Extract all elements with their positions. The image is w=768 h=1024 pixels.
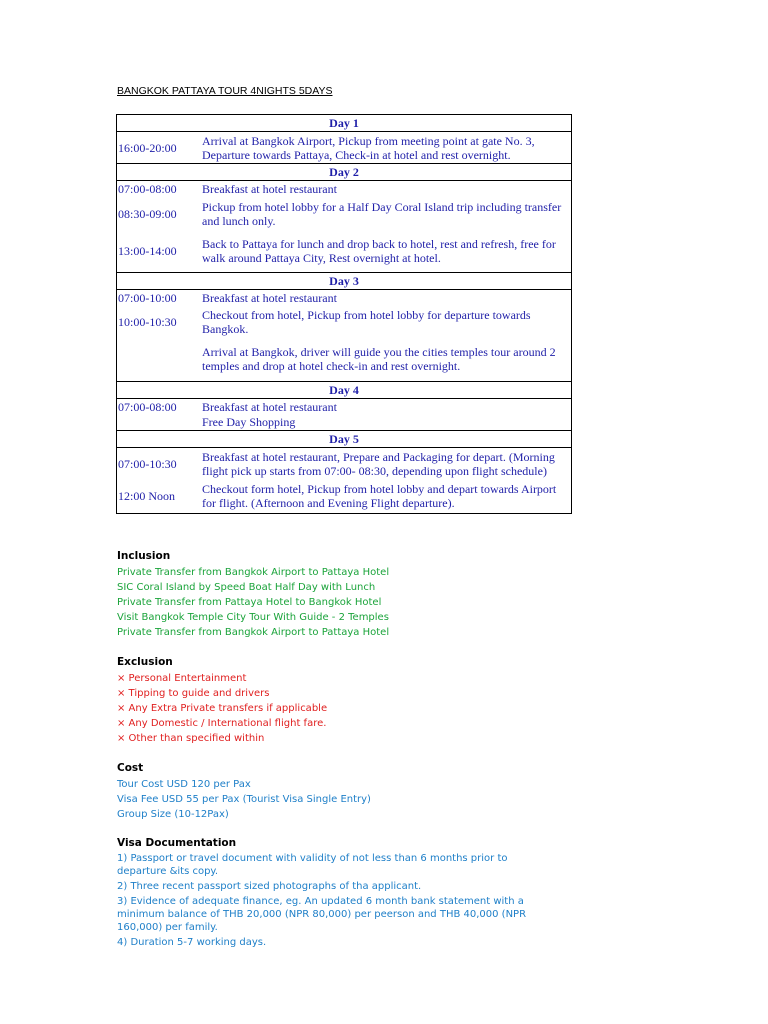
row-desc: Breakfast at hotel restaurant, Prepare and Packaging for depart. (Morning flight pick up starts from 07:00- 08:30, depending upon flight schedule) [202, 449, 555, 478]
row-desc: Back to Pattaya for lunch and drop back to hotel, rest and refresh, free for walk around Pattaya City, Rest overnight at hotel. [202, 237, 556, 266]
itinerary-row [117, 290, 572, 306]
exclusion-item: × Other than specified within [117, 733, 265, 744]
row-time: 07:00-08:00 [118, 399, 177, 414]
inclusion-item: Visit Bangkok Temple City Tour With Guide - 2 Temples [117, 612, 389, 623]
cost-heading: Cost [117, 762, 144, 774]
visa-item: 2) Three recent passport sized photographs of tha applicant. [117, 881, 422, 892]
day-header: Day 3 [117, 273, 572, 290]
visa-heading: Visa Documentation [117, 837, 237, 849]
row-time: 12:00 Noon [118, 489, 175, 504]
row-time: 10:00-10:30 [118, 314, 177, 329]
row-desc: Breakfast at hotel restaurant [202, 399, 337, 414]
row-desc: Breakfast at hotel restaurant [202, 290, 337, 305]
inclusion-item: SIC Coral Island by Speed Boat Half Day with Lunch [117, 582, 376, 593]
day-header: Day 5 [117, 431, 572, 448]
exclusion-item: × Any Extra Private transfers if applicable [117, 703, 328, 714]
visa-item: 1) Passport or travel document with validity of not less than 6 months prior to departure &its copy. [117, 853, 508, 877]
exclusion-item: × Tipping to guide and drivers [117, 688, 270, 699]
itinerary-row [117, 197, 572, 231]
itinerary-row [117, 132, 572, 164]
row-desc: Breakfast at hotel restaurant [202, 181, 337, 196]
itinerary-row [117, 399, 572, 415]
itinerary-row [117, 231, 572, 273]
visa-list [117, 852, 547, 951]
inclusion-item: Private Transfer from Bangkok Airport to Pattaya Hotel [117, 627, 390, 638]
row-time [117, 338, 202, 382]
row-time: 16:00-20:00 [118, 140, 177, 155]
row-desc: Free Day Shopping [202, 415, 296, 430]
row-time [117, 415, 202, 431]
row-desc: Checkout form hotel, Pickup from hotel lobby and depart towards Airport for flight. (Afternoon and Evening Flight departure). [202, 482, 557, 511]
row-time: 13:00-14:00 [118, 244, 177, 259]
inclusion-list [117, 565, 389, 640]
inclusion-heading: Inclusion [117, 550, 171, 562]
day-header: Day 2 [117, 164, 572, 181]
itinerary-table [116, 114, 572, 514]
row-desc: Arrival at Bangkok, driver will guide you the cities temples tour around 2 temples and drop at hotel check-in and rest overnight. [202, 345, 556, 374]
exclusion-heading: Exclusion [117, 656, 173, 668]
exclusion-list [117, 671, 327, 746]
cost-item: Tour Cost USD 120 per Pax [117, 779, 251, 790]
visa-item: 4) Duration 5-7 working days. [117, 937, 267, 948]
visa-item: 3) Evidence of adequate finance, eg. An updated 6 month bank statement with a minimum balance of THB 20,000 (NPR 80,000) per peerson and THB 40,000 (NPR 160,000) per family. [117, 896, 527, 933]
itinerary-row [117, 480, 572, 514]
row-desc: Checkout from hotel, Pickup from hotel lobby for departure towards Bangkok. [202, 307, 531, 336]
day-header: Day 4 [117, 382, 572, 399]
itinerary-row [117, 415, 572, 431]
row-time: 07:00-08:00 [118, 181, 177, 196]
row-time: 08:30-09:00 [118, 206, 177, 221]
document-title: BANGKOK PATTAYA TOUR 4NIGHTS 5DAYS [117, 85, 333, 97]
exclusion-item: × Personal Entertainment [117, 673, 247, 684]
row-desc: Arrival at Bangkok Airport, Pickup from meeting point at gate No. 3, Departure towards Pattaya, Check-in at hotel and rest overnight. [202, 133, 535, 162]
exclusion-item: × Any Domestic / International flight fare. [117, 718, 327, 729]
itinerary-row [117, 181, 572, 197]
cost-item: Visa Fee USD 55 per Pax (Tourist Visa Single Entry) [117, 794, 371, 805]
row-time: 07:00-10:00 [118, 290, 177, 305]
inclusion-item: Private Transfer from Pattaya Hotel to Bangkok Hotel [117, 597, 382, 608]
inclusion-item: Private Transfer from Bangkok Airport to Pattaya Hotel [117, 567, 390, 578]
cost-item: Group Size (10-12Pax) [117, 809, 229, 820]
row-desc: Pickup from hotel lobby for a Half Day Coral Island trip including transfer and lunch only. [202, 199, 562, 228]
itinerary-row [117, 306, 572, 338]
row-time: 07:00-10:30 [118, 456, 177, 471]
itinerary-row [117, 338, 572, 382]
cost-list [117, 777, 371, 822]
day-header: Day 1 [117, 115, 572, 132]
itinerary-row [117, 448, 572, 480]
